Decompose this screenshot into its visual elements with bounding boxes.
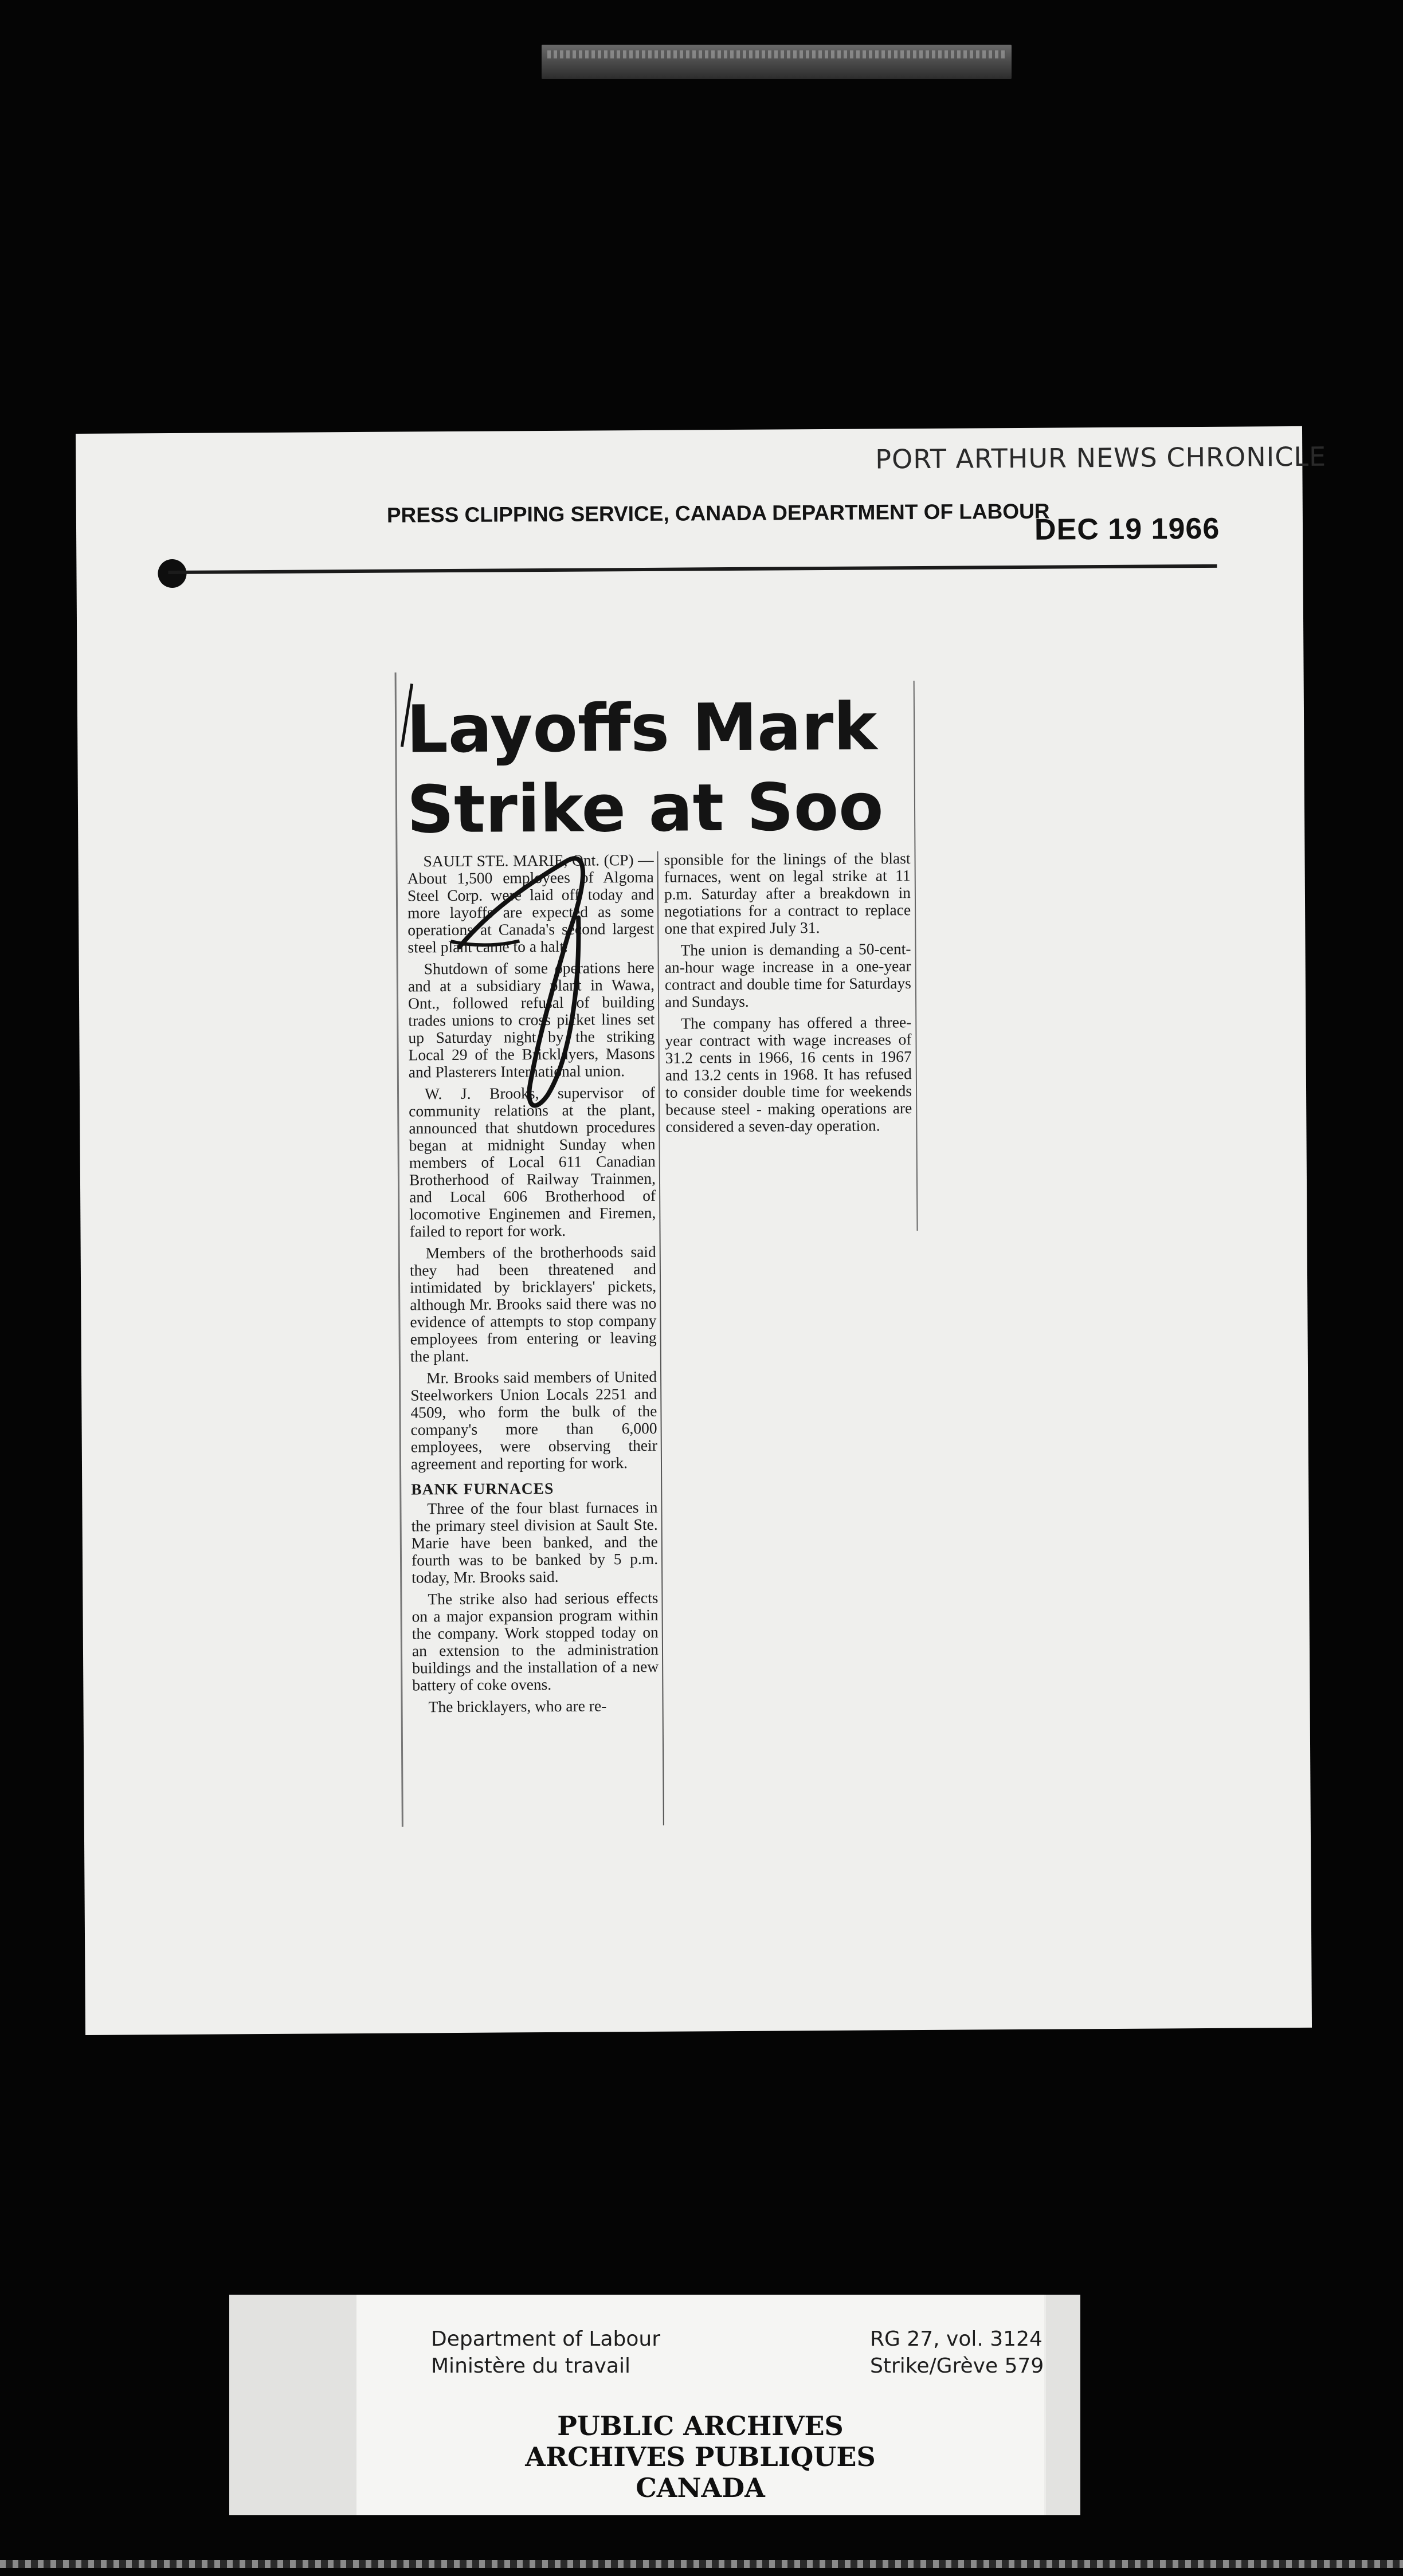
archives-english: PUBLIC ARCHIVES bbox=[557, 2410, 844, 2441]
paragraph: sponsible for the linings of the blast furnaces, went on legal strike at 11 p.m. Saturday after a breakdown in negotiations for a contract to replace one that expired July 31. bbox=[664, 849, 911, 937]
clipping-date-stamp: DEC 19 1966 bbox=[1034, 512, 1220, 547]
card-shadow-right bbox=[1046, 2295, 1080, 2515]
paragraph: SAULT STE. MARIE, Ont. (CP) — About 1,500 employees of Algoma Steel Corp. were laid off today and more layoffs are expected as some operations at Canada's second largest steel plant came to a halt. bbox=[407, 850, 655, 956]
clipping-edge-right bbox=[914, 681, 918, 1231]
paragraph: The bricklayers, who are re- bbox=[428, 1697, 607, 1716]
header-rule bbox=[168, 564, 1217, 574]
paragraph: Members of the brotherhoods said they had been threatened and intimidated by bricklayers' pickets, although Mr. Brooks said there was no evidence of attempts to stop company employees from entering or leaving the plant. bbox=[409, 1242, 657, 1365]
paragraph: Three of the four blast furnaces in the primary steel division at Sault Ste. Marie have been banked, and the fourth was to be banked by 5 p.m. today, Mr. Brooks said. bbox=[411, 1498, 659, 1587]
paragraph: Mr. Brooks said members of United Steelworkers Union Locals 2251 and 4509, who form the bulk of the company's more than 6,000 employees, were observing their agreement and reporting for work. bbox=[410, 1367, 657, 1473]
archives-country: CANADA bbox=[636, 2472, 765, 2503]
article-subhead: BANK FURNACES bbox=[411, 1479, 554, 1498]
department-french: Ministère du travail bbox=[431, 2354, 630, 2378]
record-group-volume: RG 27, vol. 3124 bbox=[870, 2327, 1043, 2351]
paragraph: The strike also had serious effects on a major expansion program within the company. Work stopped today on an extension to the administration buildings and the installation of a new battery of coke ovens. bbox=[412, 1588, 659, 1694]
strike-number: Strike/Grève 579 bbox=[870, 2354, 1044, 2378]
article-column-left bbox=[407, 851, 659, 1721]
paragraph: The company has offered a three-year contract with wage increases of 31.2 cents in 1966, 16 cents in 1967 and 13.2 cents in 1968. It has refused to consider double time for weekends because steel - making operations are considered a seven-day operation. bbox=[665, 1013, 912, 1136]
paragraph: The union is demanding a 50-cent-an-hour wage increase in a one-year contract and double time for Saturdays and Sundays. bbox=[664, 940, 911, 1011]
archives-name bbox=[356, 2410, 1044, 2503]
clipping-sheet bbox=[76, 426, 1327, 2035]
department-label bbox=[431, 2326, 660, 2379]
film-edge-top bbox=[542, 45, 1012, 79]
article-headline: Layoffs Mark Strike at Soo bbox=[406, 688, 884, 848]
paragraph: Shutdown of some operations here and at a subsidiary plant in Wawa, Ont., followed refusal of building trades unions to cross picket lines set up Saturday night by the striking Local 29 of the Bricklayers, Masons and Plasterers International union. bbox=[407, 958, 655, 1081]
archives-stamp-card bbox=[229, 2295, 1080, 2515]
clipping-service-line: PRESS CLIPPING SERVICE, CANADA DEPARTMENT OF LABOUR bbox=[386, 499, 1050, 527]
archives-label bbox=[356, 2295, 1044, 2515]
department-english: Department of Labour bbox=[431, 2327, 661, 2351]
clipping-edge bbox=[395, 673, 403, 1827]
archives-french: ARCHIVES PUBLIQUES bbox=[525, 2441, 876, 2472]
newspaper-clipping bbox=[395, 669, 923, 1827]
card-shadow-left bbox=[229, 2295, 356, 2515]
film-edge-bottom bbox=[0, 2560, 1403, 2568]
archive-reference bbox=[870, 2326, 1044, 2379]
article-column-right bbox=[664, 850, 912, 1140]
paragraph: W. J. Brooks, supervisor of community relations at the plant, announced that shutdown procedures began at midnight Sunday when members of Local 611 Canadian Brotherhood of Railway Trainmen, and Local 606 Brotherhood of locomotive Enginemen and Firemen, failed to report for work. bbox=[409, 1083, 656, 1240]
newspaper-name: PORT ARTHUR NEWS CHRONICLE bbox=[875, 441, 1327, 475]
